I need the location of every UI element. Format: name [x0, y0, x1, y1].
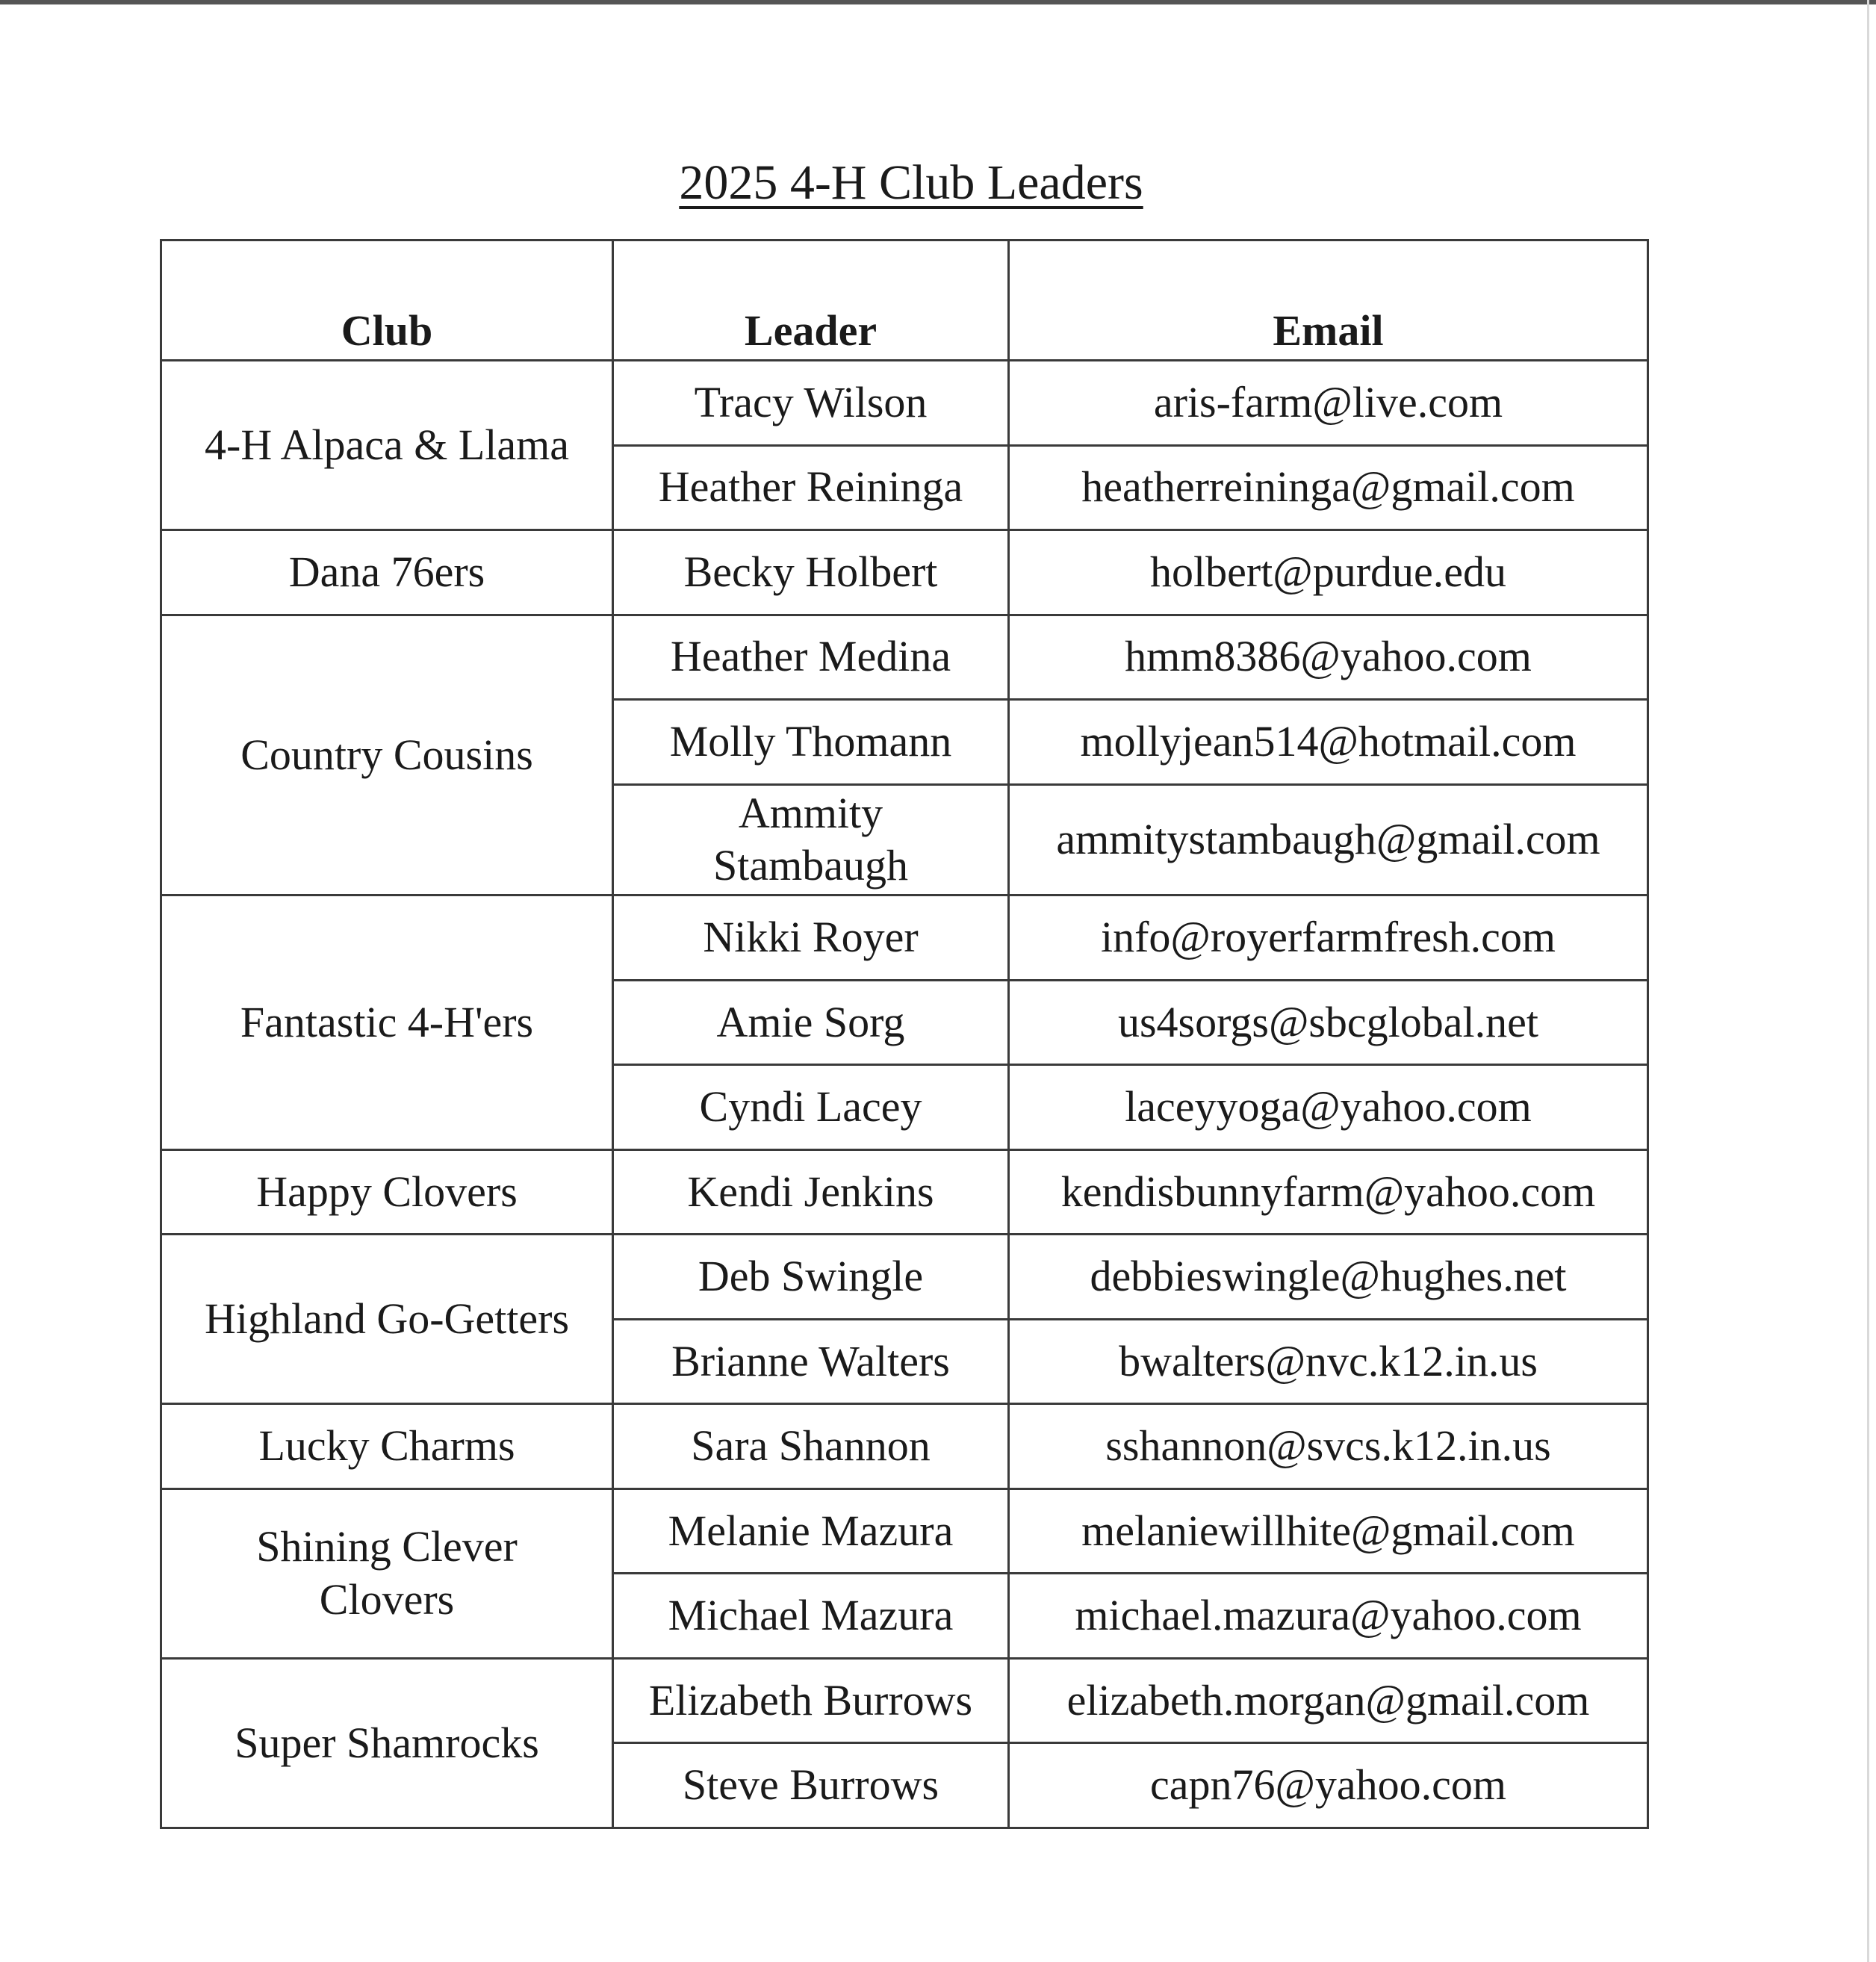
club-leaders-table-container: [160, 239, 1647, 1829]
leader-email-cell: heatherreininga@gmail.com: [1009, 445, 1648, 530]
leader-name-cell: Tracy Wilson: [613, 361, 1009, 446]
table-row: [161, 615, 1648, 700]
table-row: [161, 361, 1648, 446]
leader-email-cell: us4sorgs@sbcglobal.net: [1009, 980, 1648, 1065]
leader-name-cell: Cyndi Lacey: [613, 1065, 1009, 1150]
leader-name-cell: Brianne Walters: [613, 1319, 1009, 1404]
leader-name-cell: Elizabeth Burrows: [613, 1658, 1009, 1743]
leader-email-cell: ammitystambaugh@gmail.com: [1009, 784, 1648, 895]
leader-name-cell: Steve Burrows: [613, 1743, 1009, 1828]
leader-name-cell: Nikki Royer: [613, 895, 1009, 981]
club-name-cell: Lucky Charms: [161, 1404, 613, 1489]
leader-email-cell: elizabeth.morgan@gmail.com: [1009, 1658, 1648, 1743]
page-title: 2025 4-H Club Leaders: [679, 155, 1143, 210]
table-row: [161, 530, 1648, 615]
table-row: [161, 895, 1648, 981]
leader-name-cell: Heather Medina: [613, 615, 1009, 700]
leader-name-cell: Heather Reininga: [613, 445, 1009, 530]
club-name-cell: Shining Clever Clovers: [161, 1488, 613, 1658]
column-header-leader: Leader: [613, 240, 1009, 361]
leader-email-cell: info@royerfarmfresh.com: [1009, 895, 1648, 981]
club-name-cell: Country Cousins: [161, 615, 613, 895]
table-row: [161, 1149, 1648, 1235]
scan-top-edge: [0, 0, 1876, 4]
leader-email-cell: mollyjean514@hotmail.com: [1009, 700, 1648, 785]
table-row: [161, 1404, 1648, 1489]
leader-name-cell: Molly Thomann: [613, 700, 1009, 785]
leader-name-cell: Michael Mazura: [613, 1574, 1009, 1659]
leader-email-cell: laceyyoga@yahoo.com: [1009, 1065, 1648, 1150]
club-name-cell: Dana 76ers: [161, 530, 613, 615]
club-name-cell: Fantastic 4-H'ers: [161, 895, 613, 1150]
table-header-row: [161, 240, 1648, 361]
club-name-cell: Super Shamrocks: [161, 1658, 613, 1828]
scan-right-edge: [1867, 0, 1869, 1962]
club-name-cell: Happy Clovers: [161, 1149, 613, 1235]
leader-email-cell: aris-farm@live.com: [1009, 361, 1648, 446]
leader-email-cell: holbert@purdue.edu: [1009, 530, 1648, 615]
column-header-club: Club: [161, 240, 613, 361]
leader-email-cell: sshannon@svcs.k12.in.us: [1009, 1404, 1648, 1489]
table-row: [161, 1235, 1648, 1320]
leader-name-cell: Amie Sorg: [613, 980, 1009, 1065]
leader-email-cell: melaniewillhite@gmail.com: [1009, 1488, 1648, 1574]
leader-email-cell: hmm8386@yahoo.com: [1009, 615, 1648, 700]
leader-name-cell: Becky Holbert: [613, 530, 1009, 615]
leader-email-cell: kendisbunnyfarm@yahoo.com: [1009, 1149, 1648, 1235]
club-name-cell: 4-H Alpaca & Llama: [161, 361, 613, 530]
leader-name-cell: Sara Shannon: [613, 1404, 1009, 1489]
table-row: [161, 1488, 1648, 1574]
leader-email-cell: capn76@yahoo.com: [1009, 1743, 1648, 1828]
table-row: [161, 1658, 1648, 1743]
leader-email-cell: michael.mazura@yahoo.com: [1009, 1574, 1648, 1659]
leader-name-cell: Melanie Mazura: [613, 1488, 1009, 1574]
leader-name-cell: Kendi Jenkins: [613, 1149, 1009, 1235]
club-name-cell: Highland Go-Getters: [161, 1235, 613, 1404]
leader-email-cell: bwalters@nvc.k12.in.us: [1009, 1319, 1648, 1404]
club-leaders-table: [160, 239, 1649, 1829]
column-header-email: Email: [1009, 240, 1648, 361]
leader-email-cell: debbieswingle@hughes.net: [1009, 1235, 1648, 1320]
leader-name-cell: Ammity Stambaugh: [613, 784, 1009, 895]
leader-name-cell: Deb Swingle: [613, 1235, 1009, 1320]
